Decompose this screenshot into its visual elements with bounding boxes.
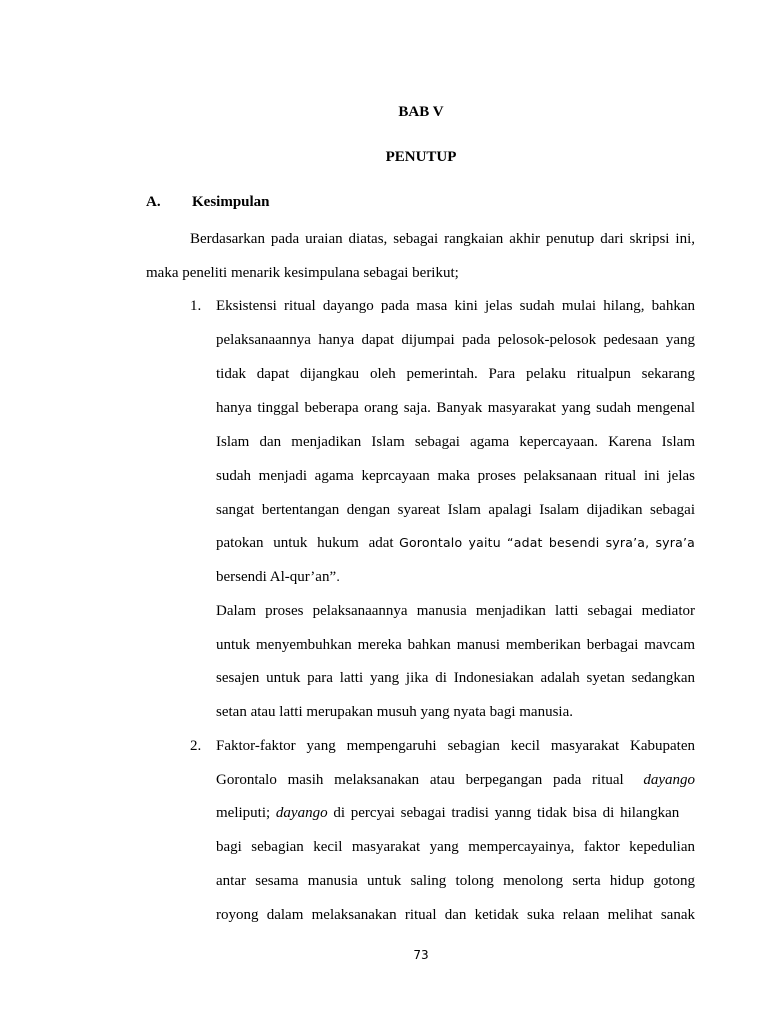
list-item-line: Eksistensi ritual dayango pada masa kini jelas sudah mulai hilang, bahkan [216,298,695,314]
list-item-line: royong dalam melaksanakan ritual dan ketidak suka relaan melihat sanak [216,907,695,923]
list-item-line: sangat bertentangan dengan syareat Islam apalagi Isalam dijadikan sebagai [216,502,695,518]
section-title: Kesimpulan [192,194,270,210]
list-item-line: pelaksanaannya hanya dapat dijumpai pada pelosok-pelosok pedesaan yang [216,332,695,348]
chapter-title: PENUTUP [385,149,457,165]
line-text: . [336,569,341,584]
line-text: Gorontalo masih melaksanakan atau berpegangan pada ritual [216,772,624,788]
line-text: patokan untuk hukum adat [216,535,394,551]
list-item-number: 1. [190,298,202,314]
section-heading [146,194,270,211]
line-text: bersendi Al-qur’an” [216,569,337,585]
list-item-line: tidak dapat dijangkau oleh pemerintah. Para pelaku ritualpun sekarang [216,366,695,382]
emphasis-text: dayango [275,805,328,821]
list-item-number: 2. [190,738,202,754]
chapter-heading: BAB V [398,104,444,120]
list-item-line: sudah menjadi agama keprcayaan maka proses pelaksanaan ritual ini jelas [216,468,695,484]
emphasis-text: dayango [643,772,695,788]
list-item-line: Islam dan menjadikan Islam sebagai agama kepercayaan. Karena Islam [216,434,695,450]
list-item-line: Faktor-faktor yang mempengaruhi sebagian kecil masyarakat Kabupaten [216,738,695,754]
line-text: meliputi; [216,805,276,821]
list-item-line: hanya tinggal beberapa orang saja. Banyak masyarakat yang sudah mengenal [216,400,695,416]
list-item-line: untuk menyembuhkan mereka bahkan manusi memberikan berbagai mavcam [216,637,695,653]
line-text: di percyai sebagai tradisi yanng tidak bisa di hilangkan [327,805,680,821]
list-item-line [216,533,695,553]
list-item-line: bagi sebagian kecil masyarakat yang mempercayainya, faktor kepedulian [216,839,695,855]
section-number: A. [146,194,161,210]
list-item-line: setan atau latti merupakan musuh yang nyata bagi manusia. [216,704,573,720]
intro-line: maka peneliti menarik kesimpulana sebagai berikut; [146,265,459,281]
list-item-line: antar sesama manusia untuk saling tolong menolong serta hidup gotong [216,873,695,889]
list-item-line [216,567,340,587]
list-item-line [216,770,695,790]
list-item-line [216,803,695,823]
list-item-line: sesajen untuk para latti yang jika di Indonesiakan adalah syetan sedangkan [216,670,695,686]
quoted-text: Gorontalo yaitu “adat besendi syra’a, syra’a [399,535,695,550]
intro-line: Berdasarkan pada uraian diatas, sebagai rangkaian akhir penutup dari skripsi ini, [190,231,695,247]
page-number: 73 [413,948,429,962]
list-item-line: Dalam proses pelaksanaannya manusia menjadikan latti sebagai mediator [216,603,695,619]
